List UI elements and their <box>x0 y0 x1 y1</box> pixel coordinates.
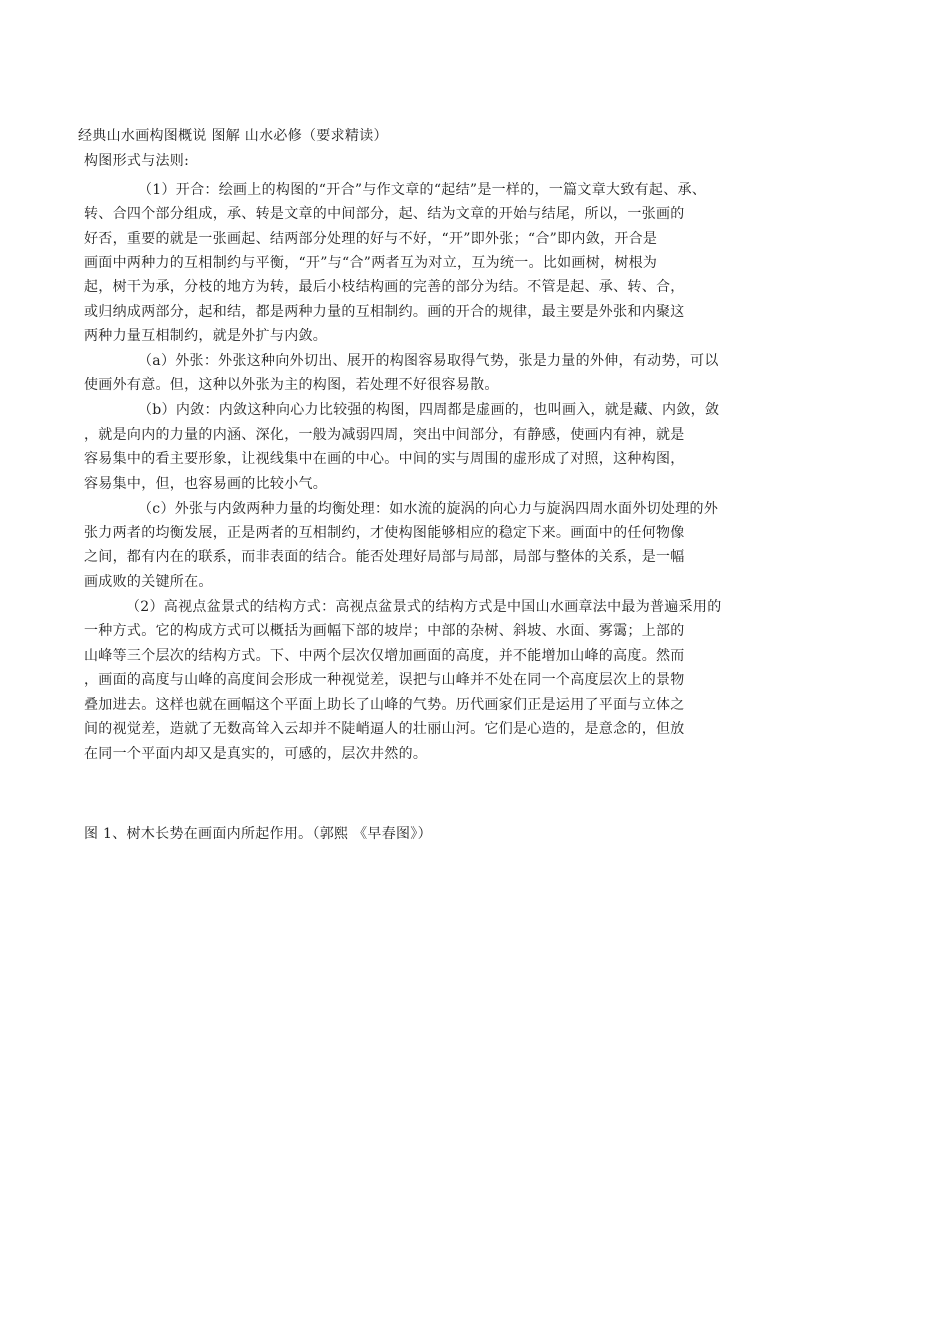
text-line: 之间，都有内在的联系，而非表面的结合。能否处理好局部与局部，局部与整体的关系，是一幅 <box>84 549 685 565</box>
text-line: 叠加进去。这样也就在画幅这个平面上助长了山峰的气势。历代画家们正是运用了平面与立体之 <box>84 697 685 713</box>
text-line: 使画外有意。但，这种以外张为主的构图，若处理不好很容易散。 <box>84 377 499 393</box>
text-line: 画成败的关键所在。 <box>84 574 213 590</box>
text-line: 好否，重要的就是一张画起、结两部分处理的好与不好，“开”即外张；“合”即内敛，开合是 <box>84 231 658 247</box>
text-line: （c）外张与内敛两种力量的均衡处理：如水流的旋涡的向心力与旋涡四周水面外切处理的外 <box>138 501 719 517</box>
text-line: （b）内敛：内敛这种向心力比较强的构图，四周都是虚画的，也叫画入，就是藏、内敛，敛 <box>138 402 720 418</box>
text-line: ，画面的高度与山峰的高度间会形成一种视觉差，误把与山峰并不处在同一个高度层次上的景物 <box>84 672 685 688</box>
text-line: 在同一个平面内却又是真实的，可感的，层次井然的。 <box>84 746 428 762</box>
text-line: 山峰等三个层次的结构方式。下、中两个层次仅增加画面的高度，并不能增加山峰的高度。然而 <box>84 648 685 664</box>
text-line: 起，树干为承，分枝的地方为转，最后小枝结构画的完善的部分为结。不管是起、承、转、合， <box>84 279 685 295</box>
text-line: 一种方式。它的构成方式可以概括为画幅下部的坡岸；中部的杂树、斜坡、水面、雾霭；上部的 <box>84 623 685 639</box>
text-line: 两种力量互相制约，就是外扩与内敛。 <box>84 328 328 344</box>
document-title: 经典山水画构图概说 图解 山水必修（要求精读） <box>78 128 388 144</box>
text-line: （2）高视点盆景式的结构方式：高视点盆景式的结构方式是中国山水画章法中最为普遍采用的 <box>126 599 722 615</box>
text-line: 张力两者的均衡发展，正是两者的互相制约，才使构图能够相应的稳定下来。画面中的任何物像 <box>84 525 685 541</box>
text-line: ，就是向内的力量的内涵、深化，一般为减弱四周，突出中间部分，有静感，使画内有神，就是 <box>84 427 685 443</box>
text-line: 转、合四个部分组成，承、转是文章的中间部分，起、结为文章的开始与结尾，所以，一张画的 <box>84 206 685 222</box>
text-line: （a）外张：外张这种向外切出、展开的构图容易取得气势，张是力量的外伸，有动势，可以 <box>138 353 719 369</box>
text-line: （1）开合：绘画上的构图的“开合”与作文章的“起结”是一样的，一篇文章大致有起、承、 <box>138 182 707 198</box>
text-line: 间的视觉差，造就了无数高耸入云却并不陡峭逼人的壮丽山河。它们是心造的，是意念的，但放 <box>84 721 685 737</box>
text-line: 容易集中的看主要形象，让视线集中在画的中心。中间的实与周围的虚形成了对照，这种构图， <box>84 451 685 467</box>
section-subtitle: 构图形式与法则: <box>84 153 190 169</box>
figure-caption: 图 1、树木长势在画面内所起作用。（郭熙 《早春图》） <box>84 826 432 842</box>
text-line: 画面中两种力的互相制约与平衡，“开”与“合”两者互为对立，互为统一。比如画树，树根为 <box>84 255 658 271</box>
text-line: 或归纳成两部分，起和结，都是两种力量的互相制约。画的开合的规律，最主要是外张和内聚这 <box>84 304 685 320</box>
text-line: 容易集中，但，也容易画的比较小气。 <box>84 476 328 492</box>
